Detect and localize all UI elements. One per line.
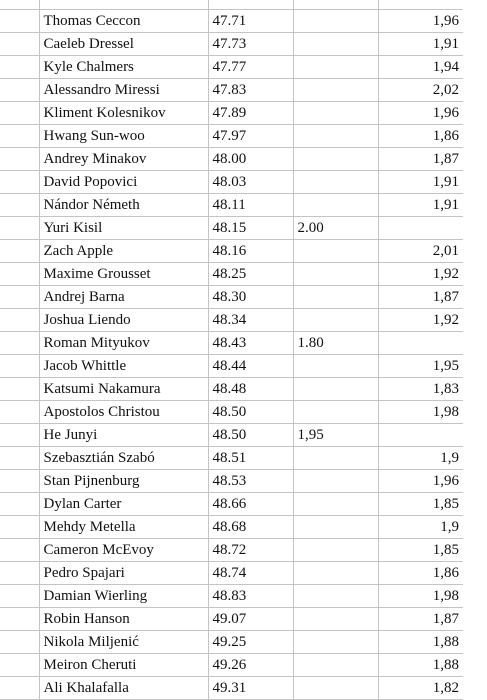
- cell-empty[interactable]: [0, 631, 39, 654]
- cell-value-number[interactable]: 1,92: [378, 263, 463, 286]
- table-row: [0, 470, 463, 493]
- cell-swimmer-name[interactable]: Andrey Minakov: [39, 148, 208, 171]
- cell-time[interactable]: 48.51: [208, 447, 293, 470]
- cell-time[interactable]: 49.31: [208, 677, 293, 700]
- cell-value-text[interactable]: [293, 79, 378, 102]
- cell-swimmer-name[interactable]: Roman Mityukov: [39, 332, 208, 355]
- table-row: [0, 654, 463, 677]
- cell-empty[interactable]: [0, 677, 39, 700]
- cell-value-text[interactable]: [293, 654, 378, 677]
- cell-value-text[interactable]: [293, 401, 378, 424]
- cell-value-number[interactable]: 1,88: [378, 654, 463, 677]
- cell-swimmer-name[interactable]: Stan Pijnenburg: [39, 470, 208, 493]
- cell-empty[interactable]: [0, 263, 39, 286]
- cell-value-text[interactable]: [293, 309, 378, 332]
- cell-empty[interactable]: [0, 125, 39, 148]
- cell-swimmer-name[interactable]: Damian Wierling: [39, 585, 208, 608]
- cell-value-text[interactable]: [293, 585, 378, 608]
- cell-time[interactable]: 48.53: [208, 470, 293, 493]
- table-row: [0, 125, 463, 148]
- cell-time[interactable]: 48.66: [208, 493, 293, 516]
- cell-value-number[interactable]: 1,87: [378, 608, 463, 631]
- cell-swimmer-name[interactable]: Thomas Ceccon: [39, 10, 208, 33]
- cell-swimmer-name[interactable]: Cameron McEvoy: [39, 539, 208, 562]
- table-row: [0, 286, 463, 309]
- cell-time[interactable]: 48.11: [208, 194, 293, 217]
- cell-time[interactable]: 48.74: [208, 562, 293, 585]
- cell-swimmer-name[interactable]: Nándor Németh: [39, 194, 208, 217]
- cell-value-number[interactable]: 1,96: [378, 10, 463, 33]
- cell-time[interactable]: 48.00: [208, 148, 293, 171]
- cell-time[interactable]: 48.25: [208, 263, 293, 286]
- cell-value-number[interactable]: 1,87: [378, 148, 463, 171]
- cell-value-number[interactable]: 1,98: [378, 401, 463, 424]
- table-row: [0, 332, 463, 355]
- cell-value-text[interactable]: [293, 378, 378, 401]
- cell-value-text[interactable]: [293, 286, 378, 309]
- cell-time[interactable]: 48.72: [208, 539, 293, 562]
- cell-value-text[interactable]: [293, 102, 378, 125]
- cell-swimmer-name[interactable]: Robin Hanson: [39, 608, 208, 631]
- cell-value-text[interactable]: [293, 125, 378, 148]
- cell-value-number[interactable]: 1,92: [378, 309, 463, 332]
- cell-empty[interactable]: [0, 309, 39, 332]
- cell-value-number[interactable]: 1,9: [378, 447, 463, 470]
- cell-swimmer-name[interactable]: Dylan Carter: [39, 493, 208, 516]
- cell-time[interactable]: 47.73: [208, 33, 293, 56]
- table-row: [0, 56, 463, 79]
- cell-value-text[interactable]: [293, 539, 378, 562]
- cell-value-number[interactable]: [378, 217, 463, 240]
- cell-value-number[interactable]: 1,82: [378, 677, 463, 700]
- table-row: [0, 79, 463, 102]
- cell-value-text[interactable]: [293, 148, 378, 171]
- cell-empty[interactable]: [0, 79, 39, 102]
- cell-value-text[interactable]: [293, 608, 378, 631]
- cell-time[interactable]: 47.97: [208, 125, 293, 148]
- cell-empty[interactable]: [0, 171, 39, 194]
- cell-value-text[interactable]: 1,95: [293, 424, 378, 447]
- cell-time[interactable]: 48.44: [208, 355, 293, 378]
- cell-value-number[interactable]: 1,85: [378, 539, 463, 562]
- cell-time[interactable]: 48.03: [208, 171, 293, 194]
- cell-empty[interactable]: [0, 562, 39, 585]
- cell-time[interactable]: 49.26: [208, 654, 293, 677]
- cell-swimmer-name[interactable]: David Popovici: [39, 171, 208, 194]
- table-row: [0, 424, 463, 447]
- cell-time[interactable]: 47.89: [208, 102, 293, 125]
- cell-value-number[interactable]: 1,91: [378, 171, 463, 194]
- cell-value-number[interactable]: 1,96: [378, 102, 463, 125]
- cell-time[interactable]: 48.48: [208, 378, 293, 401]
- cell-swimmer-name[interactable]: Katsumi Nakamura: [39, 378, 208, 401]
- cell-swimmer-name[interactable]: Andrej Barna: [39, 286, 208, 309]
- cell-value-number[interactable]: 2,01: [378, 240, 463, 263]
- gridline: [39, 0, 40, 9]
- gridline: [208, 0, 209, 9]
- cell-empty[interactable]: [0, 33, 39, 56]
- cell-value-text[interactable]: [293, 470, 378, 493]
- cell-time[interactable]: 48.34: [208, 309, 293, 332]
- cell-time[interactable]: 47.71: [208, 10, 293, 33]
- cell-value-text[interactable]: [293, 33, 378, 56]
- cell-value-number[interactable]: 1,9: [378, 516, 463, 539]
- table-row: [0, 378, 463, 401]
- table-row: [0, 401, 463, 424]
- cell-time[interactable]: 47.77: [208, 56, 293, 79]
- table-row: [0, 10, 463, 33]
- cell-value-text[interactable]: [293, 10, 378, 33]
- table-row: [0, 194, 463, 217]
- cell-empty[interactable]: [0, 516, 39, 539]
- cell-value-text[interactable]: [293, 516, 378, 539]
- cell-time[interactable]: 48.83: [208, 585, 293, 608]
- table-row: [0, 217, 463, 240]
- cell-value-text[interactable]: [293, 447, 378, 470]
- table-row: [0, 240, 463, 263]
- cell-empty[interactable]: [0, 194, 39, 217]
- cell-value-number[interactable]: 1,98: [378, 585, 463, 608]
- cell-value-number[interactable]: 1,86: [378, 125, 463, 148]
- cell-empty[interactable]: [0, 585, 39, 608]
- cell-swimmer-name[interactable]: Caeleb Dressel: [39, 33, 208, 56]
- cell-value-text[interactable]: [293, 56, 378, 79]
- cell-empty[interactable]: [0, 539, 39, 562]
- table-row: [0, 447, 463, 470]
- cell-empty[interactable]: [0, 355, 39, 378]
- cell-swimmer-name[interactable]: Nikola Miljenić: [39, 631, 208, 654]
- cell-value-text[interactable]: [293, 562, 378, 585]
- cell-time[interactable]: 49.07: [208, 608, 293, 631]
- cell-empty[interactable]: [0, 10, 39, 33]
- cell-swimmer-name[interactable]: Apostolos Christou: [39, 401, 208, 424]
- cell-value-text[interactable]: [293, 493, 378, 516]
- cell-empty[interactable]: [0, 447, 39, 470]
- table-row: [0, 539, 463, 562]
- table-row: [0, 102, 463, 125]
- cell-empty[interactable]: [0, 470, 39, 493]
- cell-time[interactable]: 48.50: [208, 401, 293, 424]
- cell-time[interactable]: 49.25: [208, 631, 293, 654]
- cell-value-number[interactable]: 1,95: [378, 355, 463, 378]
- cell-swimmer-name[interactable]: Szebasztián Szabó: [39, 447, 208, 470]
- cell-empty[interactable]: [0, 424, 39, 447]
- cell-value-number[interactable]: 1,91: [378, 194, 463, 217]
- cell-value-text[interactable]: [293, 355, 378, 378]
- table-row: [0, 562, 463, 585]
- cell-empty[interactable]: [0, 332, 39, 355]
- cell-value-number[interactable]: 1,86: [378, 562, 463, 585]
- cell-swimmer-name[interactable]: Joshua Liendo: [39, 309, 208, 332]
- cell-swimmer-name[interactable]: Kyle Chalmers: [39, 56, 208, 79]
- cell-empty[interactable]: [0, 378, 39, 401]
- cell-swimmer-name[interactable]: Meiron Cheruti: [39, 654, 208, 677]
- cell-value-number[interactable]: 2,02: [378, 79, 463, 102]
- cell-empty[interactable]: [0, 240, 39, 263]
- cell-value-number[interactable]: 1,91: [378, 33, 463, 56]
- cell-swimmer-name[interactable]: Kliment Kolesnikov: [39, 102, 208, 125]
- cell-swimmer-name[interactable]: He Junyi: [39, 424, 208, 447]
- cell-swimmer-name[interactable]: Mehdy Metella: [39, 516, 208, 539]
- cell-value-text[interactable]: [293, 677, 378, 700]
- cell-time[interactable]: 48.30: [208, 286, 293, 309]
- cell-value-number[interactable]: 1,88: [378, 631, 463, 654]
- cell-swimmer-name[interactable]: Pedro Spajari: [39, 562, 208, 585]
- table-row: [0, 585, 463, 608]
- cell-swimmer-name[interactable]: Alessandro Miressi: [39, 79, 208, 102]
- cell-empty[interactable]: [0, 286, 39, 309]
- cell-value-number[interactable]: 1,83: [378, 378, 463, 401]
- cell-swimmer-name[interactable]: Ali Khalafalla: [39, 677, 208, 700]
- cell-swimmer-name[interactable]: Hwang Sun-woo: [39, 125, 208, 148]
- cell-value-text[interactable]: 1.80: [293, 332, 378, 355]
- cell-time[interactable]: 48.43: [208, 332, 293, 355]
- cell-value-text[interactable]: 2.00: [293, 217, 378, 240]
- cell-value-number[interactable]: 1,94: [378, 56, 463, 79]
- cell-value-text[interactable]: [293, 263, 378, 286]
- cell-time[interactable]: 48.15: [208, 217, 293, 240]
- table-row: [0, 171, 463, 194]
- table-row: [0, 148, 463, 171]
- cell-value-text[interactable]: [293, 194, 378, 217]
- cell-swimmer-name[interactable]: Jacob Whittle: [39, 355, 208, 378]
- cell-empty[interactable]: [0, 654, 39, 677]
- cell-empty[interactable]: [0, 608, 39, 631]
- table-row: [0, 677, 463, 700]
- cell-value-number[interactable]: [378, 332, 463, 355]
- cell-empty[interactable]: [0, 217, 39, 240]
- cell-empty[interactable]: [0, 493, 39, 516]
- spreadsheet-body: [0, 10, 463, 700]
- cell-swimmer-name[interactable]: Zach Apple: [39, 240, 208, 263]
- cell-value-text[interactable]: [293, 171, 378, 194]
- cell-time[interactable]: 47.83: [208, 79, 293, 102]
- cell-time[interactable]: 48.16: [208, 240, 293, 263]
- table-row: [0, 309, 463, 332]
- table-row: [0, 263, 463, 286]
- cell-empty[interactable]: [0, 148, 39, 171]
- gridline: [378, 0, 379, 9]
- cell-value-text[interactable]: [293, 240, 378, 263]
- cell-swimmer-name[interactable]: Maxime Grousset: [39, 263, 208, 286]
- table-row: [0, 493, 463, 516]
- spreadsheet-grid: [0, 9, 463, 700]
- gridline: [293, 0, 294, 9]
- table-row: [0, 33, 463, 56]
- table-row: [0, 631, 463, 654]
- cell-swimmer-name[interactable]: Yuri Kisil: [39, 217, 208, 240]
- cell-value-number[interactable]: 1,85: [378, 493, 463, 516]
- cell-value-text[interactable]: [293, 631, 378, 654]
- cell-value-number[interactable]: 1,87: [378, 286, 463, 309]
- table-row: [0, 355, 463, 378]
- cell-value-number[interactable]: [378, 424, 463, 447]
- cell-time[interactable]: 48.68: [208, 516, 293, 539]
- cell-empty[interactable]: [0, 102, 39, 125]
- cell-empty[interactable]: [0, 56, 39, 79]
- table-row: [0, 516, 463, 539]
- table-row: [0, 608, 463, 631]
- partial-row-above: [0, 0, 487, 9]
- cell-empty[interactable]: [0, 401, 39, 424]
- cell-time[interactable]: 48.50: [208, 424, 293, 447]
- cell-value-number[interactable]: 1,96: [378, 470, 463, 493]
